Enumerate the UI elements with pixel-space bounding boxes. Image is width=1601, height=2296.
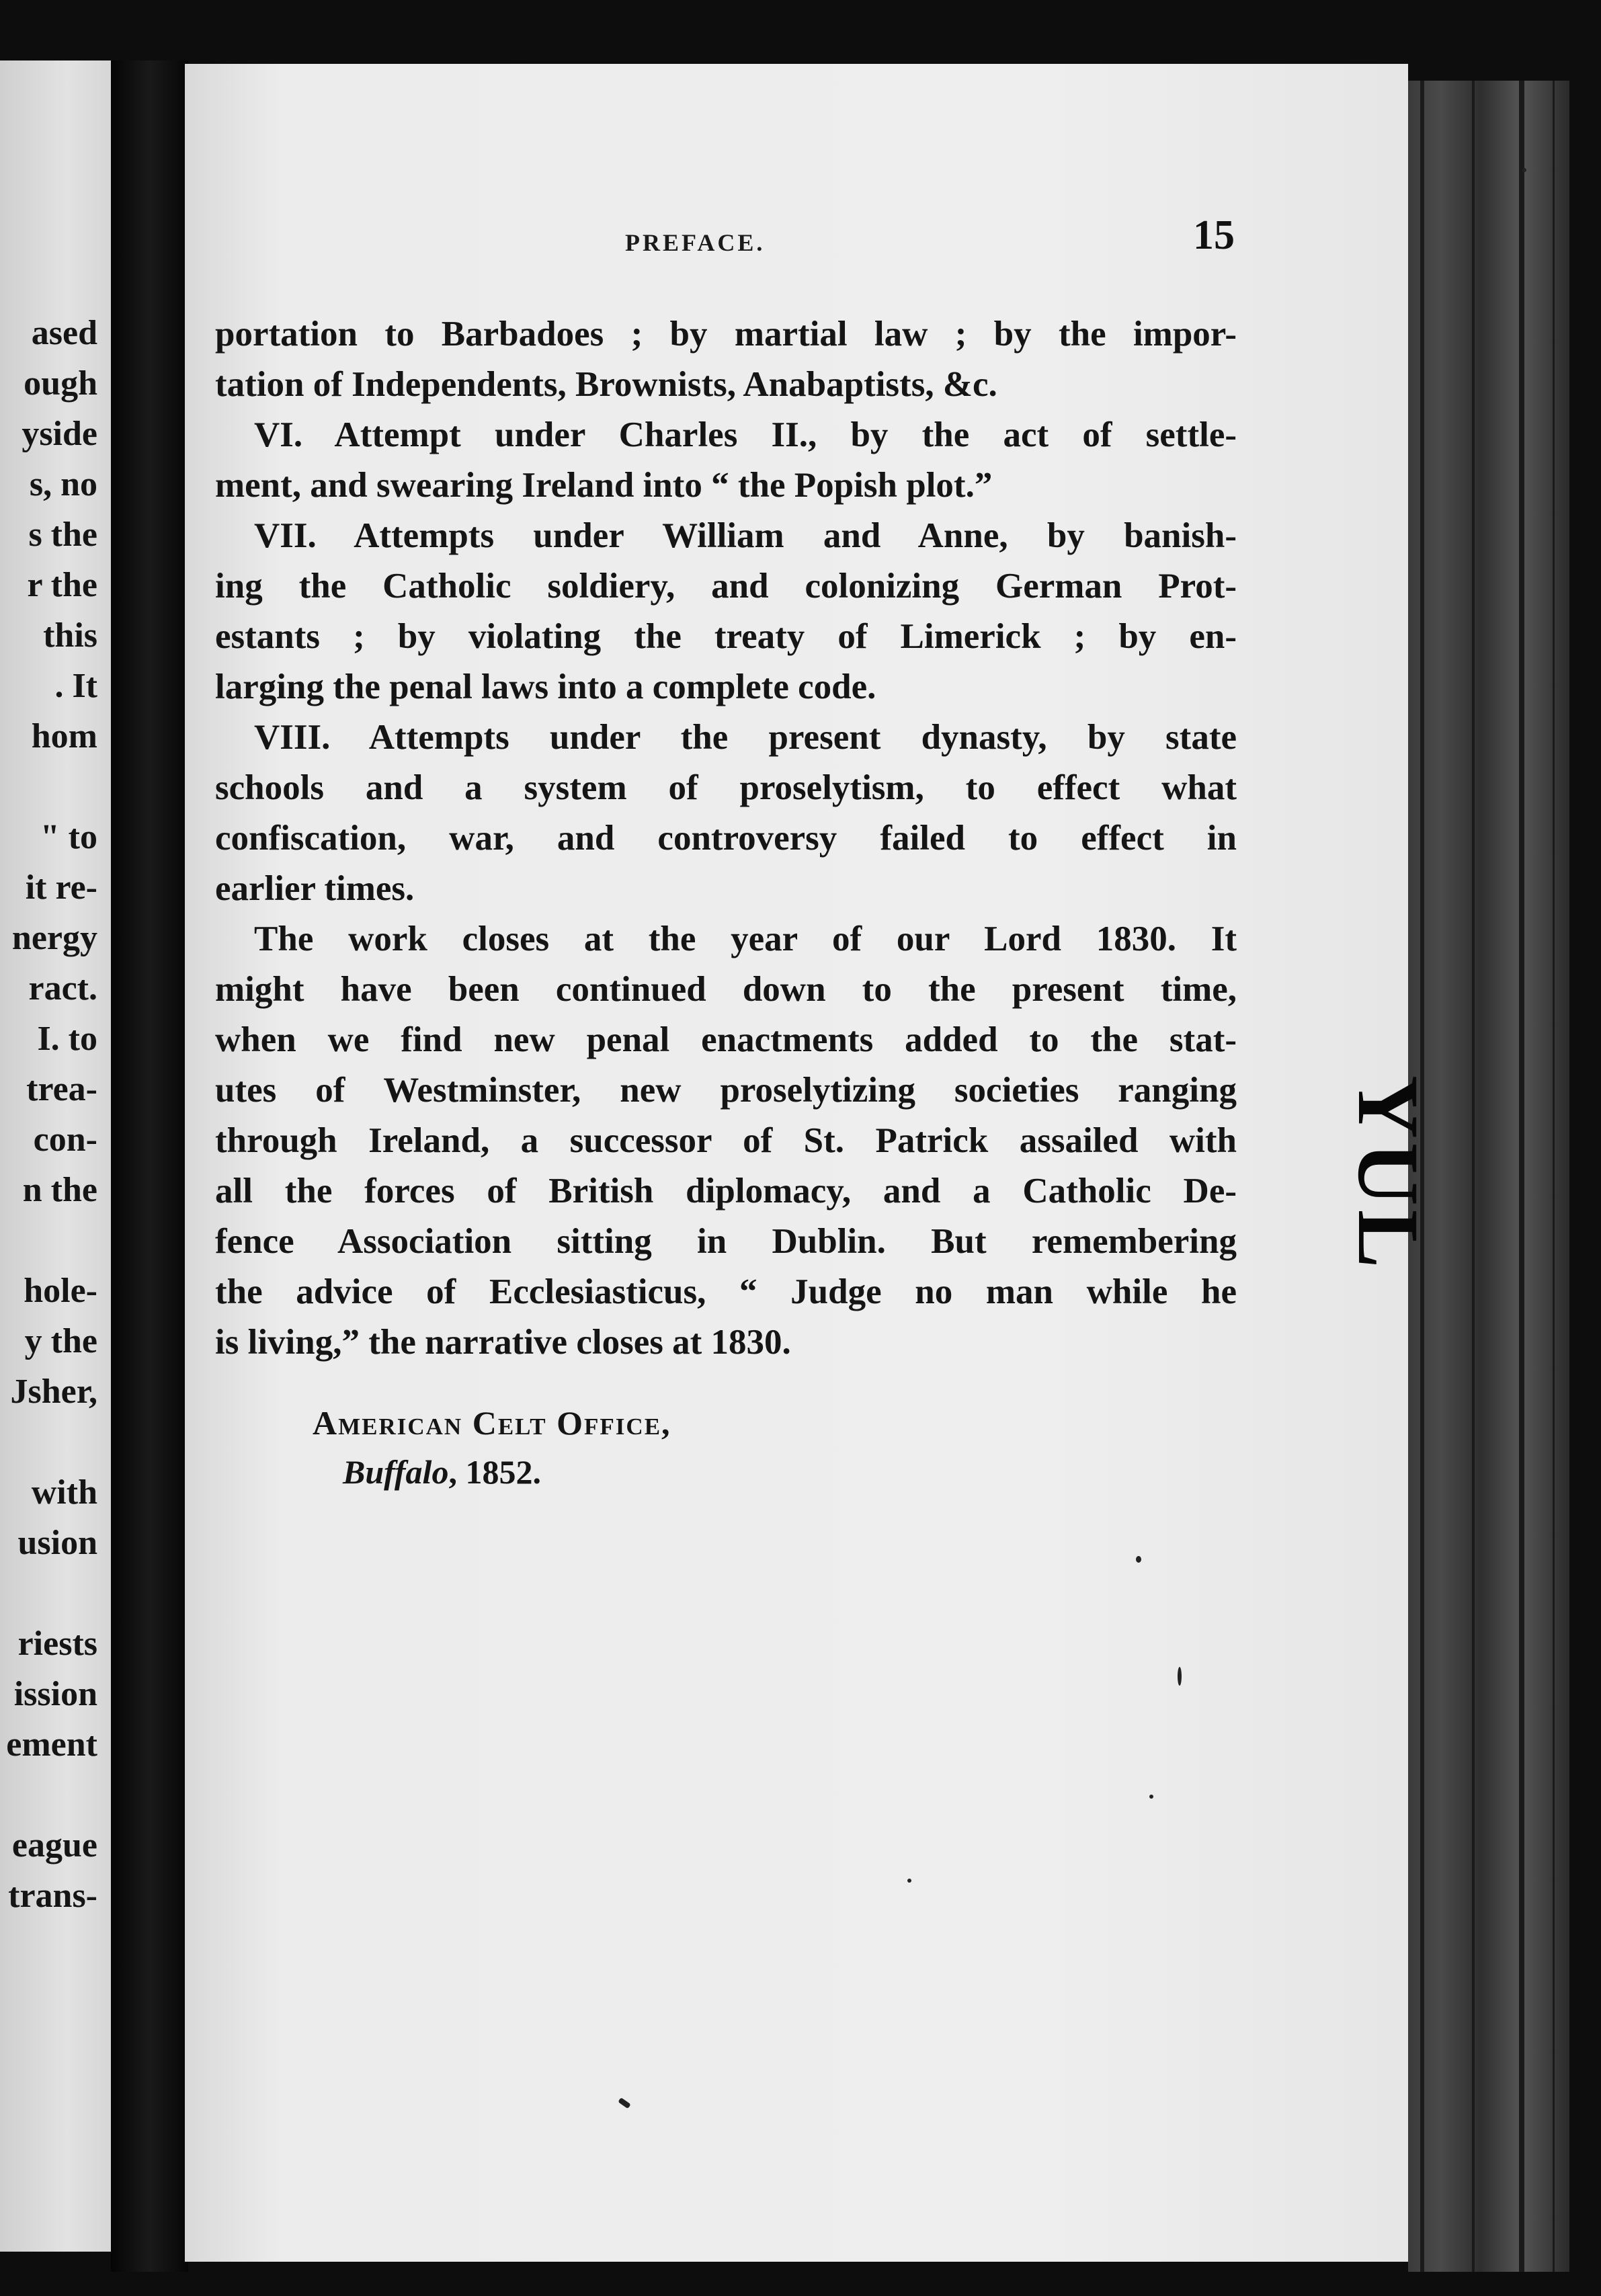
- previous-page-line-fragment: ement: [6, 1725, 97, 1764]
- text-line: is living,” the narrative closes at 1830.: [215, 1323, 791, 1362]
- previous-page-line-fragment: ough: [24, 364, 97, 403]
- text-line: fence Association sitting in Dublin. But remembering: [215, 1222, 1237, 1261]
- text-line: ing the Catholic soldiery, and colonizing German Prot-: [215, 567, 1237, 606]
- text-line: portation to Barbadoes ; by martial law ; by the impor-: [215, 315, 1237, 354]
- previous-page-line-fragment: s the: [28, 516, 97, 554]
- text-line: schools and a system of proselytism, to effect what: [215, 768, 1237, 807]
- previous-page-line-fragment: hole-: [24, 1272, 97, 1310]
- text-line: through Ireland, a successor of St. Patrick assailed with: [215, 1121, 1237, 1160]
- preface-body-text: [215, 309, 1237, 1368]
- text-line: confiscation, war, and controversy failed to effect in: [215, 819, 1237, 858]
- spine-stripe: [1553, 81, 1555, 2272]
- previous-page-line-fragment: hom: [31, 717, 97, 755]
- scan-speck: [1522, 168, 1526, 172]
- text-line: VII. Attempts under William and Anne, by banish-: [254, 516, 1237, 555]
- scan-speck: [1178, 1667, 1182, 1686]
- previous-page-line-fragment: r the: [27, 566, 97, 604]
- text-line: might have been continued down to the present time,: [215, 970, 1237, 1009]
- previous-page-line-fragment: yside: [22, 415, 97, 453]
- signature-office: American Celt Office,: [313, 1404, 671, 1442]
- spine-stripe: [1472, 81, 1475, 2272]
- previous-page-line-fragment: con-: [33, 1120, 97, 1159]
- text-line: tation of Independents, Brownists, Anabaptists, &c.: [215, 365, 997, 404]
- previous-page-line-fragment: Jsher,: [10, 1372, 97, 1411]
- text-line: all the forces of British diplomacy, and a Catholic De-: [215, 1172, 1237, 1211]
- signature-year: , 1852.: [448, 1453, 541, 1491]
- text-line: when we find new penal enactments added to the stat-: [215, 1020, 1237, 1059]
- previous-page-line-fragment: y the: [24, 1322, 97, 1360]
- text-line: VI. Attempt under Charles II., by the act of settle-: [254, 415, 1237, 454]
- spine-library-stamp: YUL: [1340, 1075, 1436, 1272]
- book-gutter: [111, 60, 188, 2272]
- text-line: larging the penal laws into a complete code.: [215, 667, 876, 706]
- previous-page-line-fragment: ract.: [28, 969, 97, 1008]
- previous-page-line-fragment: ased: [31, 314, 97, 352]
- previous-page-fragment: [0, 60, 111, 2252]
- page-number: 15: [1193, 212, 1235, 258]
- running-head: PREFACE.: [625, 229, 766, 256]
- scan-speck: [1149, 1795, 1153, 1799]
- previous-page-line-fragment: it re-: [25, 868, 97, 907]
- previous-page-line-fragment: n the: [22, 1171, 97, 1209]
- previous-page-line-fragment: ission: [13, 1675, 97, 1713]
- previous-page-line-fragment: s, no: [29, 465, 97, 503]
- text-line: earlier times.: [215, 869, 415, 908]
- scan-speck: [1136, 1556, 1141, 1563]
- signature-block: [313, 1398, 671, 1495]
- scan-speck: [907, 1879, 911, 1883]
- text-line: ment, and swearing Ireland into “ the Popish plot.”: [215, 466, 993, 505]
- previous-page-line-fragment: eague: [11, 1826, 97, 1864]
- text-line: The work closes at the year of our Lord 1830. It: [254, 919, 1237, 958]
- text-line: estants ; by violating the treaty of Limerick ; by en-: [215, 617, 1237, 656]
- text-line: VIII. Attempts under the present dynasty, by state: [254, 718, 1237, 757]
- previous-page-line-fragment: with: [31, 1473, 97, 1512]
- spine-stripe: [1519, 81, 1524, 2272]
- previous-page-line-fragment: I. to: [37, 1020, 97, 1058]
- signature-place-date: [313, 1448, 671, 1495]
- previous-page-line-fragment: this: [43, 616, 97, 655]
- previous-page-line-fragment: trans-: [8, 1877, 97, 1915]
- previous-page-line-fragment: usion: [17, 1524, 97, 1562]
- previous-page-line-fragment: nergy: [11, 919, 97, 957]
- text-line: utes of Westminster, new proselytizing societies ranging: [215, 1071, 1237, 1110]
- previous-page-line-fragment: . It: [54, 667, 97, 705]
- previous-page-line-fragment: " to: [40, 818, 97, 856]
- text-line: the advice of Ecclesiasticus, “ Judge no man while he: [215, 1272, 1237, 1311]
- previous-page-line-fragment: trea-: [26, 1070, 97, 1108]
- previous-page-line-fragment: riests: [17, 1625, 97, 1663]
- signature-city: Buffalo: [343, 1453, 449, 1491]
